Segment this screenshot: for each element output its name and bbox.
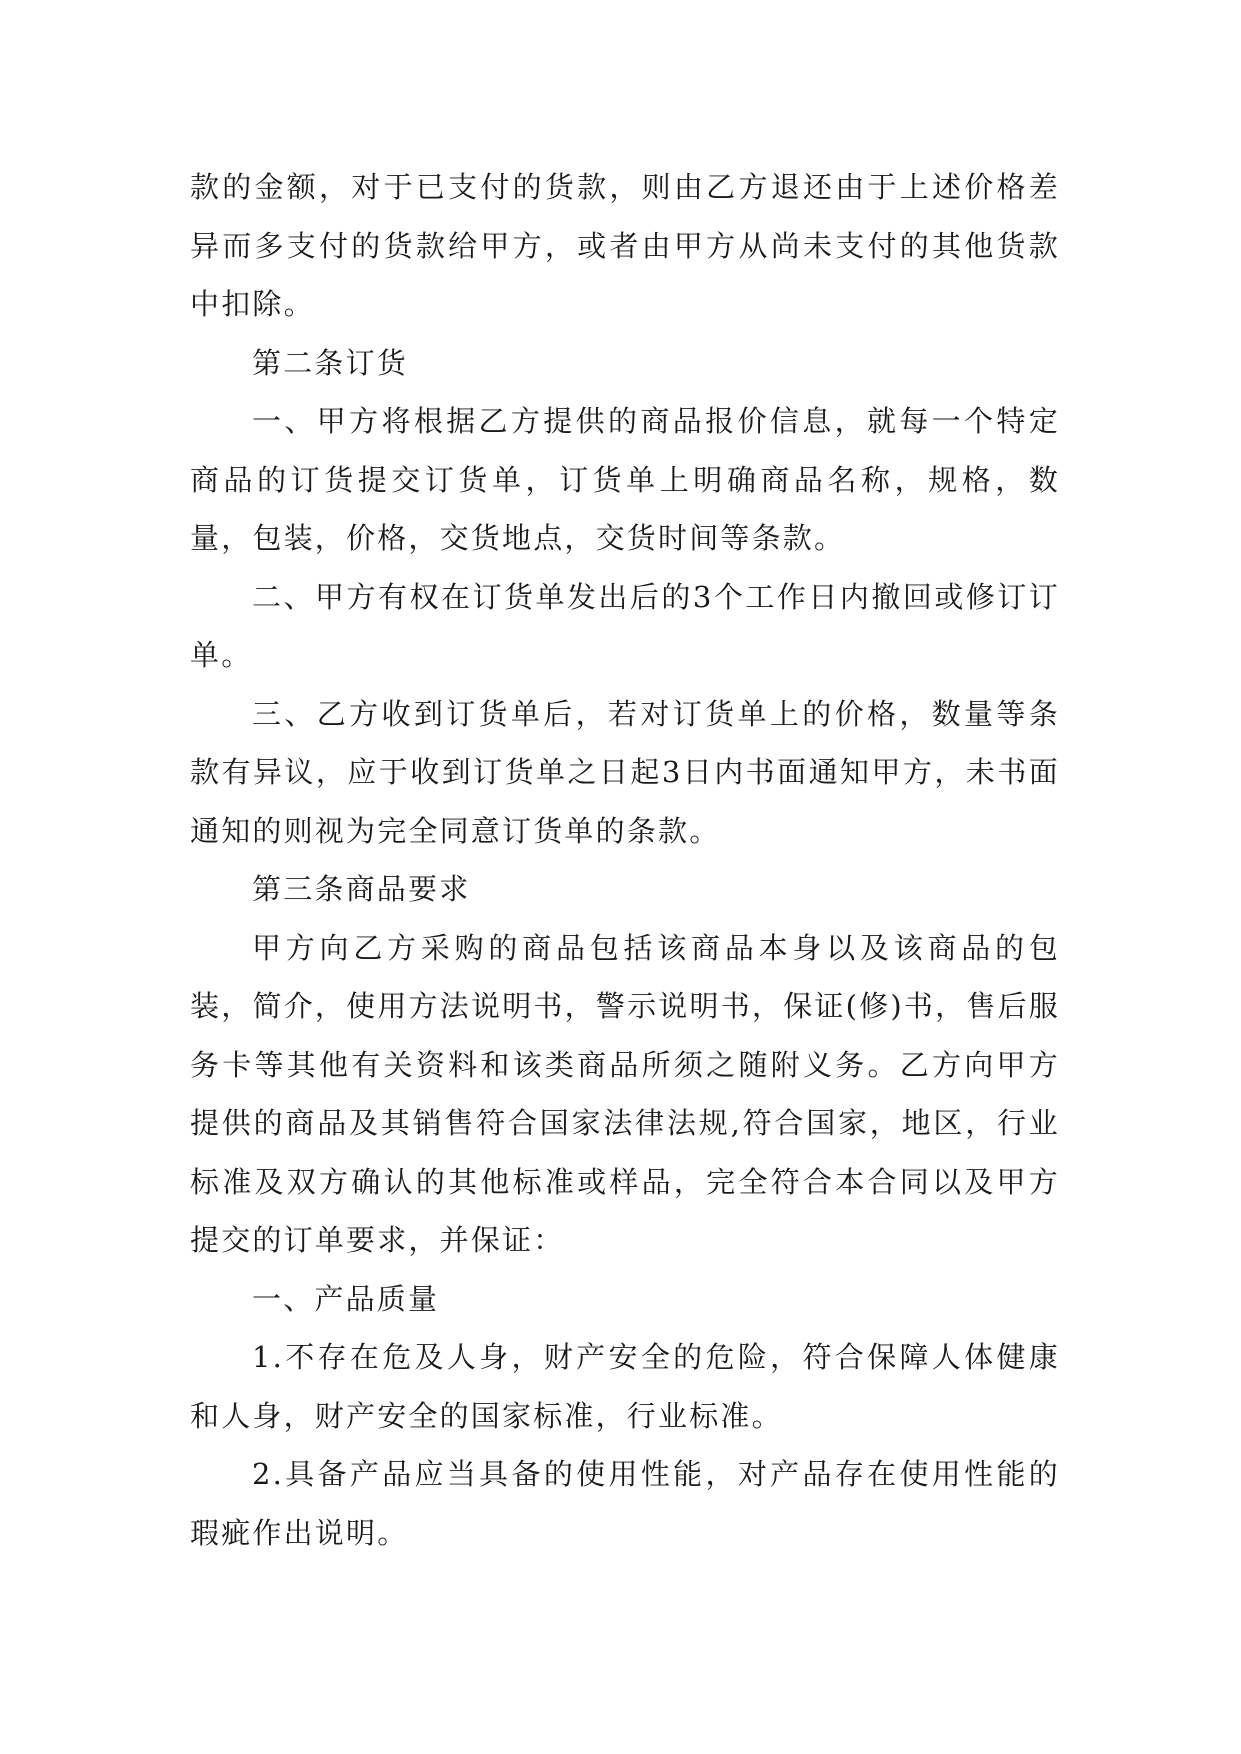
document-body [190, 158, 1060, 1562]
paragraph-order-1: 一、甲方将根据乙方提供的商品报价信息，就每一个特定商品的订货提交订货单，订货单上明确商品名称，规格，数量，包装，价格，交货地点，交货时间等条款。 [190, 404, 1060, 555]
heading-product-quality: 一、产品质量 [252, 1281, 440, 1316]
paragraph-order-2: 二、甲方有权在订货单发出后的3个工作日内撤回或修订订单。 [190, 579, 1060, 672]
paragraph-continuation: 款的金额，对于已支付的货款，则由乙方退还由于上述价格差异而多支付的货款给甲方，或者由甲方从尚未支付的其他货款中扣除。 [190, 170, 1060, 321]
heading-article-2: 第二条订货 [252, 345, 409, 380]
paragraph-quality-1: 1.不存在危及人身，财产安全的危险，符合保障人体健康和人身，财产安全的国家标准，行业标准。 [190, 1340, 1060, 1433]
heading-article-3: 第三条商品要求 [252, 872, 471, 906]
paragraph-product-requirements: 甲方向乙方采购的商品包括该商品本身以及该商品的包装，简介，使用方法说明书，警示说明书，保证(修)书，售后服务卡等其他有关资料和该类商品所须之随附义务。乙方向甲方提供的商品及其销售符合国家法律法规,符合国家，地区，行业标准及双方确认的其他标准或样品，完全符合本合同以及甲方提交的订单要求，并保证： [190, 930, 1060, 1257]
paragraph-order-3: 三、乙方收到订货单后，若对订货单上的价格，数量等条款有异议，应于收到订货单之日起3日内书面通知甲方，未书面通知的则视为完全同意订货单的条款。 [190, 696, 1060, 848]
paragraph-quality-2: 2.具备产品应当具备的使用性能，对产品存在使用性能的瑕疵作出说明。 [190, 1457, 1060, 1550]
